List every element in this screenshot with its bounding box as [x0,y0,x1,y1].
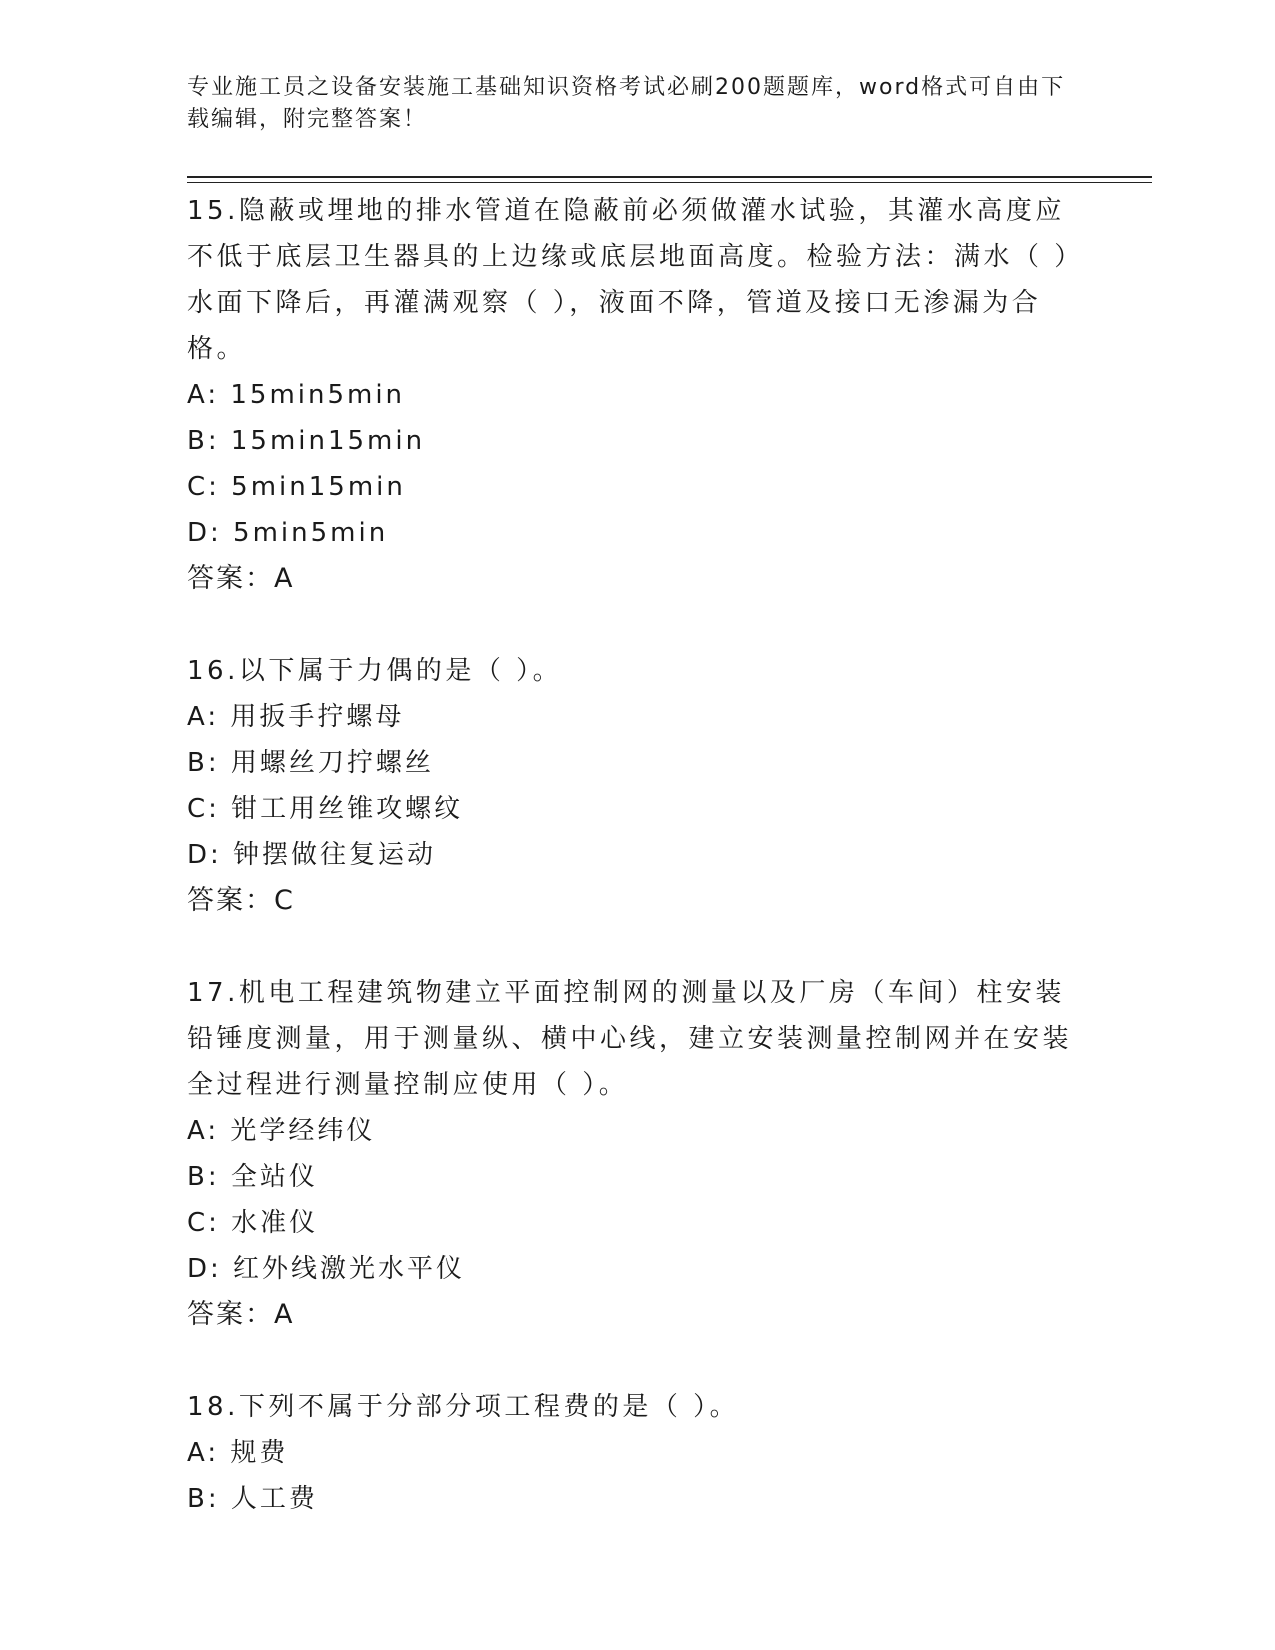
option-a: A: 用扳手拧螺母 [187,702,405,732]
option-c: C: 水准仪 [187,1208,319,1238]
option-c: C: 5min15min [187,472,406,502]
document-header: 专业施工员之设备安装施工基础知识资格考试必刷200题题库，word格式可自由下载编辑，附完整答案！ [187,75,1066,132]
option-a: A: 光学经纬仪 [187,1116,376,1146]
question-block-17 [187,970,1087,1338]
answer-line: 答案：A [187,1299,295,1330]
option-b: B: 全站仪 [187,1162,318,1192]
option-c: C: 钳工用丝锥攻螺纹 [187,794,464,824]
question-block-16 [187,648,1087,924]
option-b: B: 用螺丝刀拧螺丝 [187,748,434,778]
question-text: 17.机电工程建筑物建立平面控制网的测量以及厂房（车间）柱安装铅锤度测量，用于测量纵、横中心线，建立安装测量控制网并在安装全过程进行测量控制应使用（ ）。 [187,978,1073,1100]
question-list [187,188,1087,1522]
question-text: 15.隐蔽或埋地的排水管道在隐蔽前必须做灌水试验，其灌水高度应不低于底层卫生器具的上边缘或底层地面高度。检验方法：满水（ ）水面下降后，再灌满观察（ ），液面不降，管道及接口无渗漏为合格。 [187,196,1084,364]
question-block-15 [187,188,1087,602]
header-divider-thin [187,182,1152,183]
option-b: B: 人工费 [187,1484,318,1514]
question-text: 16.以下属于力偶的是（ ）。 [187,656,563,686]
answer-line: 答案：C [187,885,295,916]
option-d: D: 红外线激光水平仪 [187,1254,466,1284]
answer-line: 答案：A [187,563,295,594]
question-block-18 [187,1384,1087,1522]
header-divider-thick [187,176,1152,178]
option-a: A: 规费 [187,1438,289,1468]
option-b: B: 15min15min [187,426,426,456]
option-a: A: 15min5min [187,380,406,410]
option-d: D: 5min5min [187,518,389,548]
option-d: D: 钟摆做往复运动 [187,840,437,870]
question-text: 18.下列不属于分部分项工程费的是（ ）。 [187,1392,740,1422]
